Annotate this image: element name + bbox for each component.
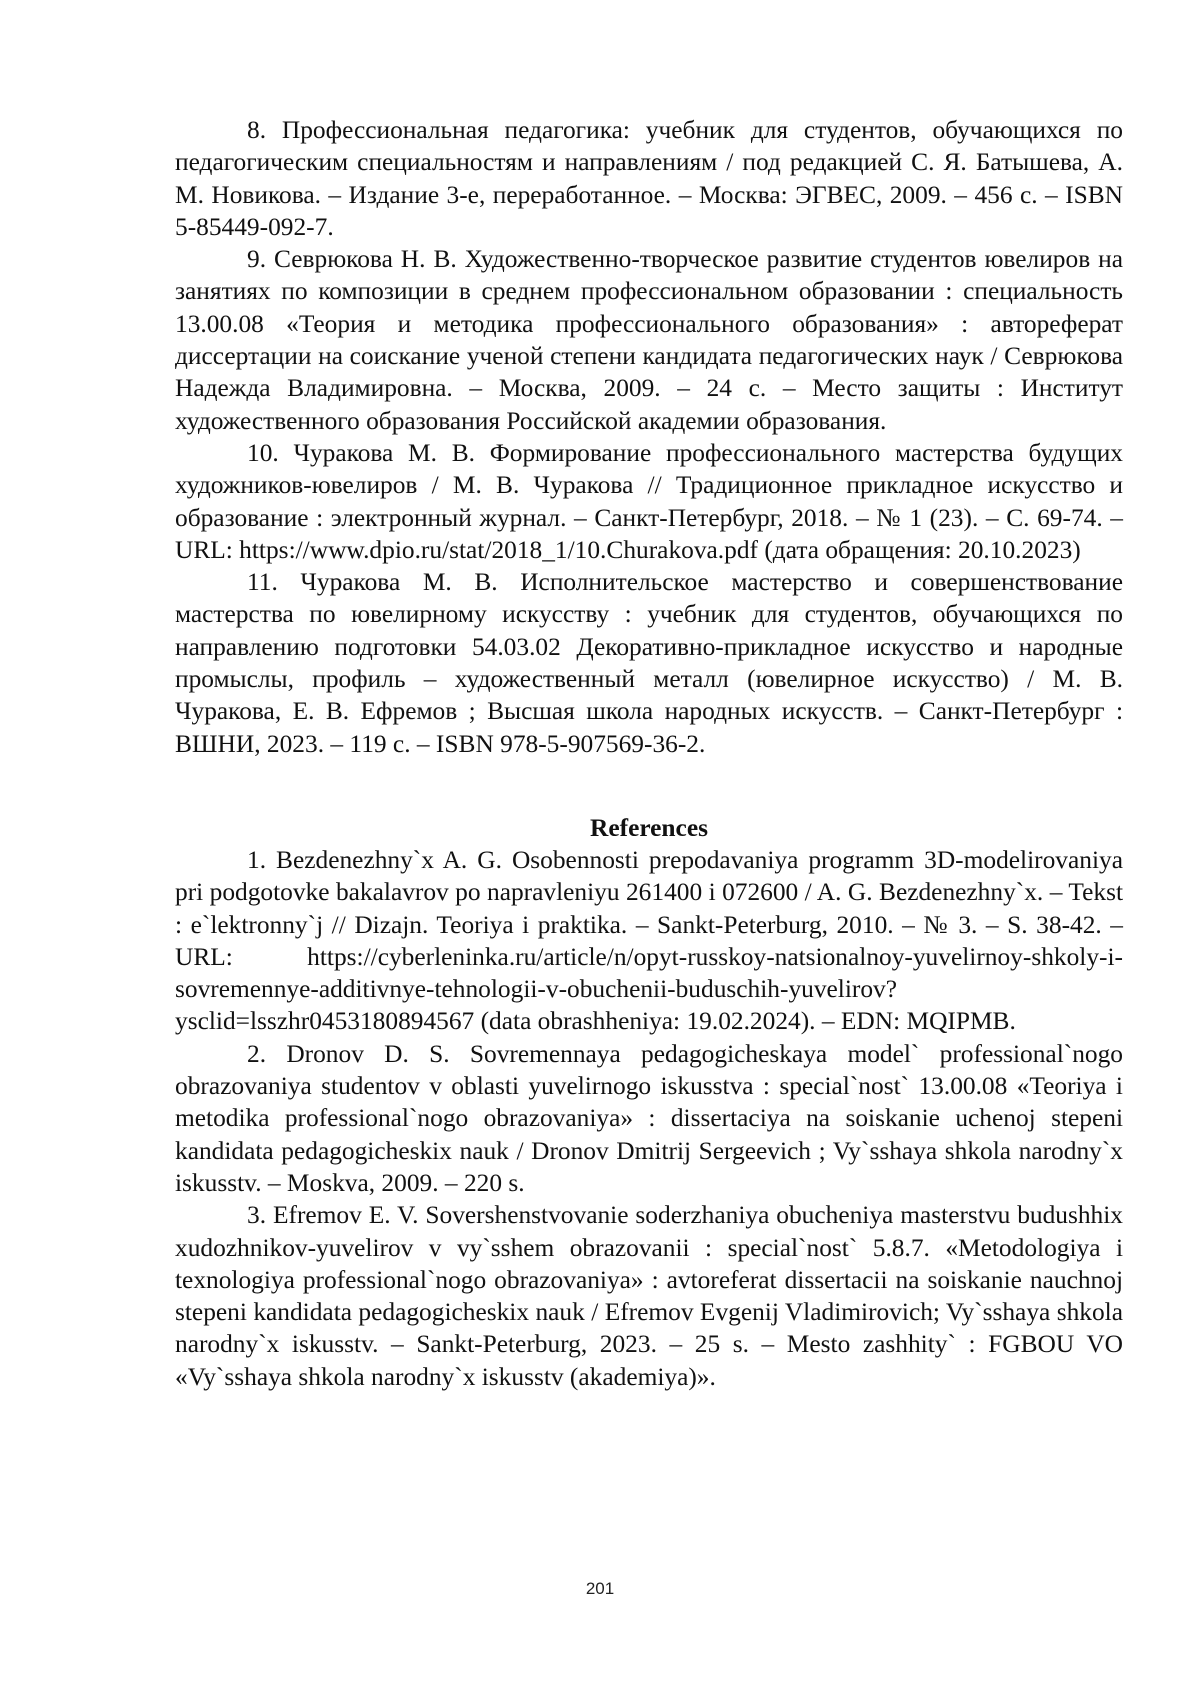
bibliography-entry-8: 8. Профессиональная педагогика: учебник для студентов, обучающихся по педагогическим специальностям и направлениям / под редакцией С. Я. Батышева, А. М. Новикова. – Издание 3-е, переработанное. – Москва: ЭГВЕС, 2009. – 456 с. – ISBN 5-85449-092-7.: [175, 116, 1123, 241]
bibliography-entry-9: 9. Севрюкова Н. В. Художественно-творческое развитие студентов ювелиров на занятиях по композиции в среднем профессиональном образовании : специальность 13.00.08 «Теория и методика профессионального образования» : автореферат диссертации на соискание ученой степени кандидата педагогических наук / Севрюкова Надежда Владимировна. – Москва, 2009. – 24 с. – Место защиты : Институт художественного образования Российской академии образования.: [175, 245, 1123, 435]
page-number: 201: [585, 1579, 615, 1598]
references-heading: References: [590, 813, 708, 842]
reference-entry-2: 2. Dronov D. S. Sovremennaya pedagogicheskaya model` professional`nogo obrazovaniya studentov v oblasti yuvelirnogo iskusstva : special`nost` 13.00.08 «Teoriya i metodika professional`nogo obrazovaniya» : dissertaciya na soiskanie uchenoj stepeni kandidata pedagogicheskix nauk / Dronov Dmitrij Sergeevich ; Vy`sshaya shkola narodny`x iskusstv. – Moskva, 2009. – 220 s.: [175, 1039, 1123, 1197]
bibliography-entry-10: 10. Чуракова М. В. Формирование профессионального мастерства будущих художников-ювелиров / М. В. Чуракова // Традиционное прикладное искусство и образование : электронный журнал. – Санкт-Петербург, 2018. – № 1 (23). – С. 69-74. – URL: https://www.dpio.ru/stat/2018_1/10.Churakova.pdf (дата обращения: 20.10.2023): [175, 438, 1123, 564]
reference-entry-1: 1. Bezdenezhny`x A. G. Osobennosti prepodavaniya programm 3D-modelirovaniya pri podgotovke bakalavrov po napravleniyu 261400 i 072600 / A. G. Bezdenezhny`x. – Tekst : e`lektronny`j // Dizajn. Teoriya i praktika. – Sankt-Peterburg, 2010. – № 3. – S. 38-42. – URL: https://cyberleninka.ru/article/n/opyt-russkoy-natsionalnoy-yuvelirnoy-shkoly-i-sovremennye-additivnye-tehnologii-v-obuchenii-buduschih-yuvelirov?ysclid=lsszhr0453180894567 (data obrashheniya: 19.02.2024). – EDN: MQIPMB.: [175, 845, 1123, 1036]
reference-entry-3: 3. Efremov E. V. Sovershenstvovanie soderzhaniya obucheniya masterstvu budushhix xudozhnikov-yuvelirov v vy`sshem obrazovanii : special`nost` 5.8.7. «Metodologiya i texnologiya professional`nogo obrazovaniya» : avtoreferat dissertacii na soiskanie nauchnoj stepeni kandidata pedagogicheskix nauk / Efremov Evgenij Vladimirovich; Vy`sshaya shkola narodny`x iskusstv. – Sankt-Peterburg, 2023. – 25 s. – Mesto zashhity` : FGBOU VO «Vy`sshaya shkola narodny`x iskusstv (akademiya)».: [175, 1201, 1123, 1391]
page-body: [175, 114, 1123, 1393]
bibliography-entry-11: 11. Чуракова М. В. Исполнительское мастерство и совершенствование мастерства по ювелирному искусству : учебник для студентов, обучающихся по направлению подготовки 54.03.02 Декоративно-прикладное искусство и народные промыслы, профиль – художественный металл (ювелирное искусство) / М. В. Чуракова, Е. В. Ефремов ; Высшая школа народных искусств. – Санкт-Петербург : ВШНИ, 2023. – 119 с. – ISBN 978-5-907569-36-2.: [175, 568, 1123, 758]
